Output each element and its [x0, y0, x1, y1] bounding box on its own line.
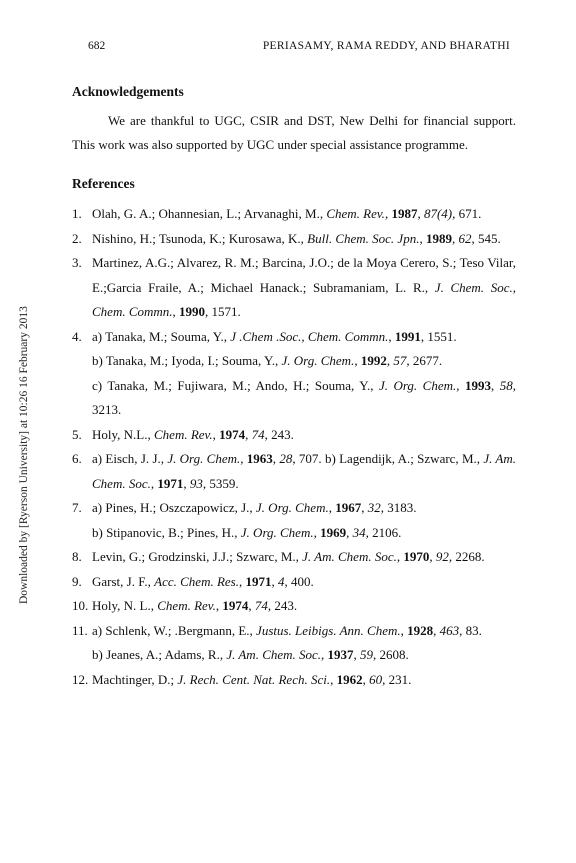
reference-year: 1970	[403, 549, 430, 564]
reference-segment: , 2268.	[448, 549, 485, 564]
reference-year: 1971	[157, 475, 184, 491]
reference-journal-or-volume: 57,	[393, 353, 410, 368]
references-list	[72, 202, 516, 692]
reference-entry	[92, 545, 516, 570]
reference-item	[72, 423, 516, 448]
reference-entry	[92, 227, 516, 252]
reference-text	[92, 251, 516, 325]
reference-segment: Holy, N.L.,	[92, 426, 154, 442]
reference-segment: 671.	[455, 206, 482, 221]
reference-journal-or-volume: Justus. Leibigs. Ann. Chem.	[256, 622, 401, 638]
reference-journal-or-volume: 60	[369, 671, 383, 687]
reference-text	[92, 619, 516, 668]
reference-number: 8.	[72, 549, 82, 564]
reference-year: 1937	[327, 647, 354, 662]
reference-item	[72, 570, 516, 595]
reference-journal-or-volume: J. Org. Chem.	[240, 524, 314, 540]
reference-item	[72, 545, 516, 570]
reference-segment: , 3213.	[92, 377, 517, 417]
reference-journal-or-volume: 58	[499, 377, 513, 393]
reference-segment: ,	[240, 451, 247, 466]
reference-journal-or-volume: 93	[189, 475, 203, 491]
reference-text	[92, 227, 516, 252]
reference-segment: ,	[248, 598, 255, 613]
reference-year: 1991	[394, 328, 421, 344]
reference-journal-or-volume: J. Am. Chem. Soc.	[302, 549, 397, 564]
reference-number: 7.	[72, 500, 82, 515]
reference-segment: ,	[384, 206, 392, 221]
reference-text	[92, 325, 516, 423]
reference-segment: ,	[328, 500, 336, 515]
reference-journal-or-volume: 74	[251, 426, 265, 442]
reference-segment: ,	[245, 426, 252, 442]
reference-segment: , 83.	[459, 622, 482, 638]
reference-entry	[92, 643, 516, 668]
reference-segment: Martinez, A.G.; Alvarez, R. M.; Barcina, J.O.; de la Moya Cerero, S.; Teso Vilar, E.;Garcia Fraile, A.; Michael Hanack.; Subramaniam, L. R.,	[92, 255, 516, 295]
reference-segment: ,	[386, 353, 394, 368]
reference-entry	[92, 496, 516, 521]
reference-number: 2.	[72, 230, 82, 246]
reference-segment: , 1571.	[205, 304, 241, 319]
reference-journal-or-volume: J. Am. Chem. Soc.	[226, 647, 322, 662]
reference-item	[72, 251, 516, 325]
reference-entry	[92, 594, 516, 619]
reference-segment: , 707. b) Lagendijk, A.; Szwarc, M.,	[292, 451, 484, 466]
reference-segment: ,	[433, 622, 440, 638]
running-head: PERIASAMY, RAMA REDDY, AND BHARATHI	[262, 40, 510, 52]
reference-text	[92, 447, 516, 496]
reference-segment: , 545.	[471, 230, 501, 246]
reference-item	[72, 594, 516, 619]
reference-journal-or-volume: Chem. Rev.	[326, 206, 385, 221]
reference-year: 1992	[360, 353, 387, 368]
reference-segment: , 243.	[267, 598, 298, 613]
reference-number: 12.	[72, 671, 89, 687]
reference-text	[92, 594, 516, 619]
reference-segment: , 5359.	[202, 475, 239, 491]
reference-text	[92, 570, 516, 595]
reference-segment: ,	[429, 549, 436, 564]
reference-journal-or-volume: J. Org. Chem.	[378, 377, 457, 393]
reference-number: 4.	[72, 328, 82, 344]
reference-segment: ,	[313, 524, 321, 540]
reference-entry	[92, 570, 516, 595]
reference-segment: a) Schlenk, W.; .Bergmann, E.,	[92, 622, 257, 638]
reference-segment: a) Tanaka, M.; Souma, Y.,	[92, 328, 231, 344]
reference-segment: ,	[361, 500, 368, 515]
reference-year: 1990	[179, 304, 206, 319]
reference-segment: ,	[271, 573, 278, 589]
reference-text	[92, 202, 516, 227]
reference-segment: Garst, J. F.,	[92, 573, 155, 589]
reference-item	[72, 496, 516, 545]
reference-number: 3.	[72, 255, 82, 270]
references-heading: References	[72, 175, 135, 191]
reference-journal-or-volume: 87(4),	[423, 206, 456, 221]
reference-segment: ,	[346, 524, 353, 540]
reference-journal-or-volume: J. Rech. Cent. Nat. Rech. Sci.	[177, 671, 331, 687]
reference-journal-or-volume: 62	[458, 230, 472, 246]
reference-year: 1928	[407, 622, 434, 638]
reference-journal-or-volume: J. Org. Chem.	[167, 451, 241, 466]
reference-segment: Machtinger, D.;	[92, 671, 178, 687]
reference-text	[92, 545, 516, 570]
reference-segment: ,	[388, 328, 395, 344]
reference-item	[72, 447, 516, 496]
reference-segment: ,	[491, 377, 500, 393]
reference-journal-or-volume: Bull. Chem. Soc. Jpn.	[307, 230, 420, 246]
reference-year: 1962	[336, 671, 363, 687]
reference-segment: ,	[354, 353, 361, 368]
reference-entry	[92, 447, 516, 496]
reference-text	[92, 423, 516, 448]
reference-segment: Nishino, H.; Tsunoda, K.; Kurosawa, K.,	[92, 230, 308, 246]
reference-year: 1987	[391, 206, 418, 221]
reference-journal-or-volume: 59	[360, 647, 374, 662]
reference-segment: , 243.	[264, 426, 294, 442]
reference-entry	[92, 521, 516, 546]
reference-segment: b) Tanaka, M.; Iyoda, I.; Souma, Y.,	[92, 353, 282, 368]
reference-segment: , 3183.	[380, 500, 417, 515]
reference-number: 5.	[72, 426, 82, 442]
reference-segment: ,	[451, 230, 459, 246]
reference-year: 1989	[425, 230, 452, 246]
reference-item	[72, 325, 516, 423]
reference-number: 6.	[72, 451, 82, 466]
reference-segment: ,	[362, 671, 370, 687]
reference-year: 1993	[465, 377, 492, 393]
reference-entry	[92, 423, 516, 448]
reference-journal-or-volume: 32	[367, 500, 381, 515]
reference-journal-or-volume: 74	[254, 598, 268, 613]
reference-text	[92, 496, 516, 545]
reference-entry	[92, 202, 516, 227]
reference-segment: ,	[215, 598, 223, 613]
reference-year: 1969	[320, 524, 347, 540]
reference-segment: b) Stipanovic, B.; Pines, H.,	[92, 524, 241, 540]
reference-segment: ,	[400, 622, 408, 638]
acknowledgements-heading: Acknowledgements	[72, 84, 184, 99]
reference-year: 1963	[246, 451, 273, 466]
reference-entry	[92, 251, 516, 325]
reference-journal-or-volume: Chem. Rev.	[154, 426, 213, 442]
reference-segment: ,	[330, 671, 337, 687]
reference-number: 9.	[72, 573, 82, 589]
page-content	[72, 80, 516, 692]
reference-entry	[92, 374, 516, 423]
reference-journal-or-volume: 463	[439, 622, 460, 638]
reference-segment: ,	[150, 475, 158, 491]
reference-entry	[92, 619, 516, 644]
reference-journal-or-volume: J. Org. Chem.	[281, 353, 355, 368]
reference-text	[92, 668, 516, 693]
reference-journal-or-volume: J. Am. Chem. Soc.	[92, 451, 517, 491]
reference-journal-or-volume: 92	[435, 549, 449, 564]
reference-segment: ,	[456, 377, 466, 393]
reference-segment: , 231.	[382, 671, 412, 687]
reference-segment: ,	[419, 230, 426, 246]
reference-journal-or-volume: 34,	[352, 524, 369, 540]
reference-segment: , 1551.	[420, 328, 457, 344]
reference-segment: Olah, G. A.; Ohannesian, L.; Arvanaghi, M.,	[92, 206, 327, 221]
reference-number: 10.	[72, 598, 89, 613]
reference-segment: Levin, G.; Grodzinski, J.J.; Szwarc, M.,	[92, 549, 303, 564]
reference-year: 1974	[219, 426, 246, 442]
reference-number: 1.	[72, 206, 82, 221]
reference-segment: ,	[417, 206, 424, 221]
page-number: 682	[88, 40, 106, 52]
reference-segment: 2677.	[409, 353, 443, 368]
reference-segment: ,	[239, 573, 246, 589]
reference-segment: a) Eisch, J. J.,	[92, 451, 168, 466]
reference-item	[72, 202, 516, 227]
download-watermark: Downloaded by [Ryerson University] at 10:26 16 February 2013	[18, 306, 30, 604]
reference-segment: a) Pines, H.; Oszczapowicz, J.,	[92, 500, 256, 515]
reference-segment: ,	[321, 647, 328, 662]
reference-journal-or-volume: Acc. Chem. Res.	[154, 573, 239, 589]
reference-entry	[92, 325, 516, 350]
reference-year: 1967	[335, 500, 362, 515]
reference-entry	[92, 668, 516, 693]
reference-journal-or-volume: 28	[279, 451, 293, 466]
reference-item	[72, 227, 516, 252]
reference-year: 1971	[245, 573, 272, 589]
reference-segment: ,	[183, 475, 190, 491]
reference-segment: ,	[396, 549, 404, 564]
reference-journal-or-volume: J. Org. Chem.	[255, 500, 329, 515]
reference-entry	[92, 349, 516, 374]
reference-segment: , 2608.	[373, 647, 409, 662]
reference-segment: 2106.	[368, 524, 402, 540]
reference-item	[72, 668, 516, 693]
reference-segment: b) Jeanes, A.; Adams, R.,	[92, 647, 227, 662]
acknowledgements-text: We are thankful to UGC, CSIR and DST, New Delhi for financial support. This work was also supported by UGC under special assistance programme.	[72, 112, 516, 152]
reference-item	[72, 619, 516, 668]
reference-journal-or-volume: 4	[278, 573, 285, 589]
reference-segment: c) Tanaka, M.; Fujiwara, M.; Ando, H.; Souma, Y.,	[92, 377, 379, 393]
reference-segment: ,	[353, 647, 361, 662]
reference-segment: ,	[272, 451, 280, 466]
reference-number: 11.	[72, 622, 88, 638]
reference-journal-or-volume: J .Chem .Soc., Chem. Commn.	[230, 328, 389, 344]
reference-journal-or-volume: Chem. Rev.	[157, 598, 216, 613]
reference-year: 1974	[222, 598, 249, 613]
reference-segment: ,	[172, 304, 180, 319]
reference-segment: ,	[212, 426, 220, 442]
reference-segment: Holy, N. L.,	[92, 598, 158, 613]
reference-journal-or-volume: J. Chem. Soc., Chem. Commn.	[92, 279, 516, 319]
reference-segment: , 400.	[284, 573, 314, 589]
